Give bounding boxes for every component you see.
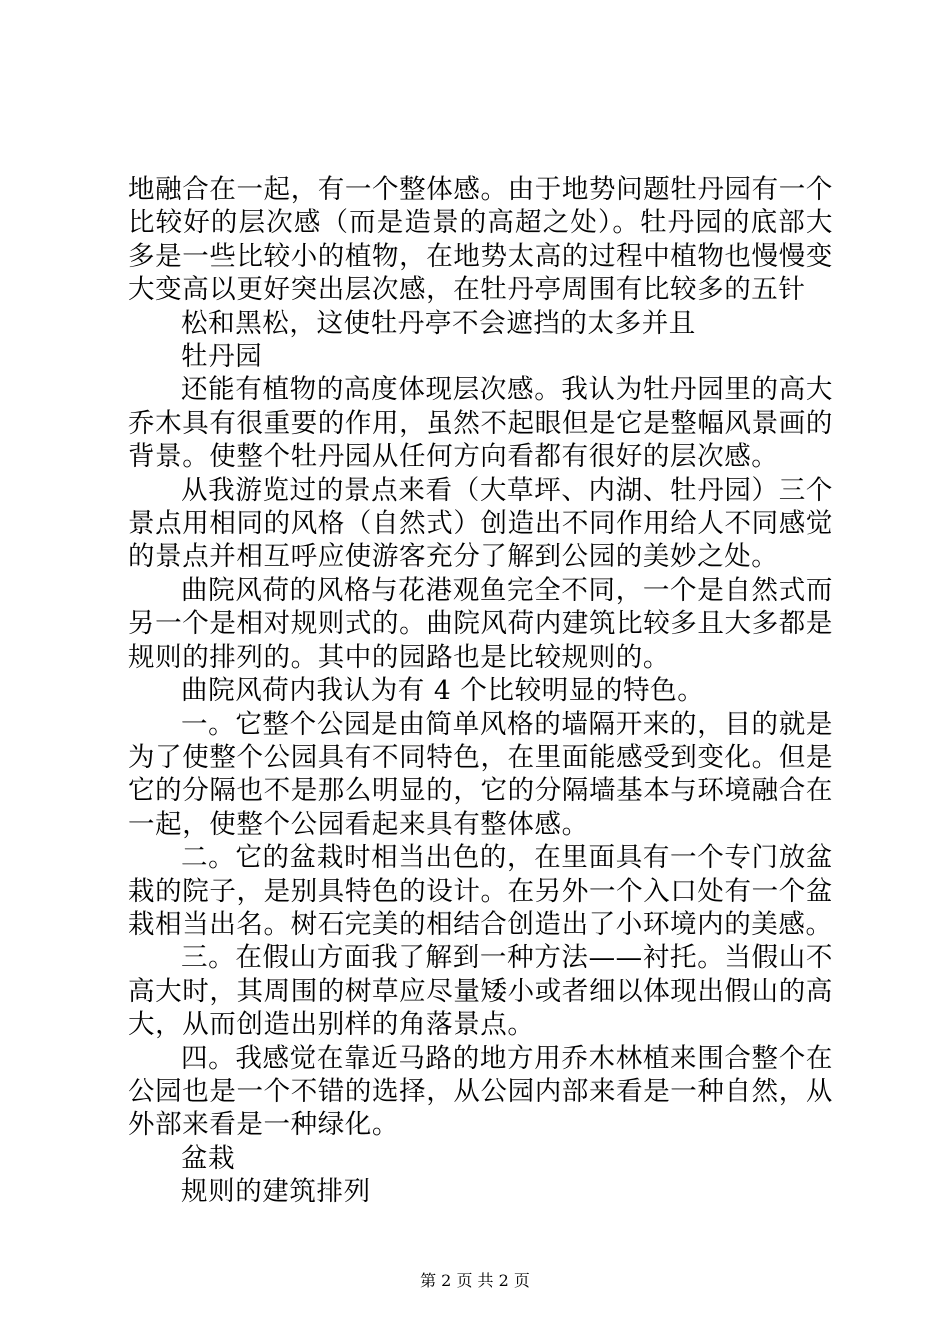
page-footer: 第 2 页 共 2 页 (420, 1271, 530, 1290)
paragraph-1: 地融合在一起，有一个整体感。由于地势问题牡丹园有一个比较好的层次感（而是造景的高超之处）。牡丹园的底部大多是一些比较小的植物，在地势太高的过程中植物也慢慢变大变高以更好突出层次感，在牡丹亭周围有比较多的五针 (128, 174, 833, 306)
paragraph-10: 三。在假山方面我了解到一种方法——衬托。当假山不高大时，其周围的树草应尽量矮小或者细以体现出假山的高大，从而创造出别样的角落景点。 (128, 942, 833, 1041)
paragraph-6: 曲院风荷的风格与花港观鱼完全不同，一个是自然式而另一个是相对规则式的。曲院风荷内建筑比较多且大多都是规则的排列的。其中的园路也是比较规则的。 (128, 574, 833, 673)
paragraph-2: 松和黑松，这使牡丹亭不会遮挡的太多并且 (181, 307, 696, 339)
paragraph-12: 盆栽 (181, 1142, 236, 1174)
paragraph-4: 还能有植物的高度体现层次感。我认为牡丹园里的高大乔木具有很重要的作用，虽然不起眼但是它是整幅风景画的背景。使整个牡丹园从任何方向看都有很好的层次感。 (128, 374, 833, 473)
paragraph-9: 二。它的盆栽时相当出色的，在里面具有一个专门放盆栽的院子，是别具特色的设计。在另外一个入口处有一个盆栽相当出名。树石完美的相结合创造出了小环境内的美感。 (128, 842, 833, 940)
paragraph-5: 从我游览过的景点来看（大草坪、内湖、牡丹园）三个景点用相同的风格（自然式）创造出不同作用给人不同感觉的景点并相互呼应使游客充分了解到公园的美妙之处。 (128, 474, 833, 573)
paragraph-8: 一。它整个公园是由简单风格的墙隔开来的，目的就是为了使整个公园具有不同特色，在里面能感受到变化。但是它的分隔也不是那么明显的，它的分隔墙基本与环境融合在一起，使整个公园看起来具有整体感。 (128, 708, 833, 840)
paragraph-13: 规则的建筑排列 (181, 1176, 371, 1208)
document-body (128, 173, 833, 1209)
paragraph-11: 四。我感觉在靠近马路的地方用乔木林植来围合整个在公园也是一个不错的选择，从公园内部来看是一种自然，从外部来看是一种绿化。 (128, 1042, 833, 1141)
paragraph-7: 曲院风荷内我认为有 4 个比较明显的特色。 (181, 675, 705, 707)
paragraph-3: 牡丹园 (181, 341, 263, 373)
